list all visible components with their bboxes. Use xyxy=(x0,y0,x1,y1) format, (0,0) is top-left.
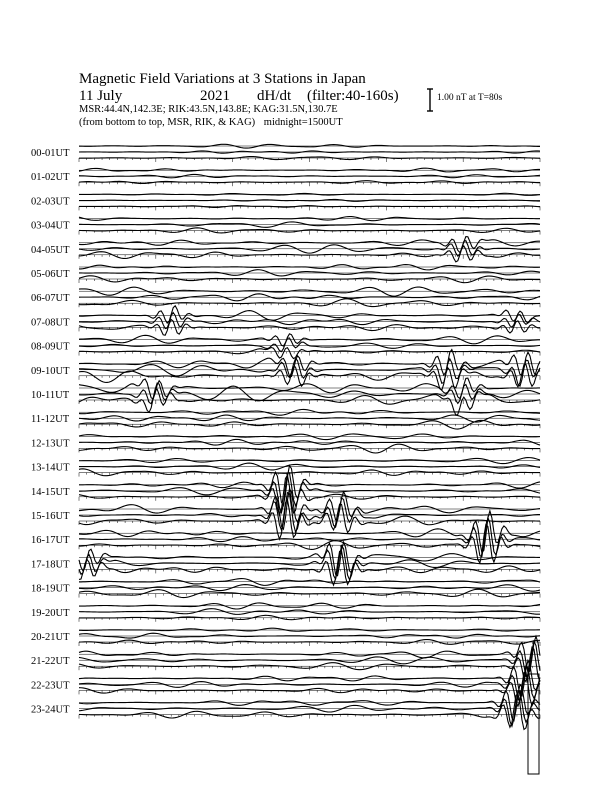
row-label: 15-16UT xyxy=(31,511,70,522)
trace-row xyxy=(79,193,540,210)
row-label: 18-19UT xyxy=(31,583,70,595)
trace-row xyxy=(79,628,540,646)
row-label: 06-07UT xyxy=(31,293,70,305)
trace-row xyxy=(79,378,540,415)
row-label: 12-13UT xyxy=(31,438,70,450)
trace-kag xyxy=(79,579,540,586)
trace-rik xyxy=(79,666,540,702)
trace-rik xyxy=(79,641,540,677)
scale-bar xyxy=(427,89,433,111)
trace-row xyxy=(79,409,540,429)
row-label: 21-22UT xyxy=(31,656,70,668)
row-label: 09-10UT xyxy=(31,365,70,377)
row-label: 10-11UT xyxy=(31,390,70,401)
trace-row xyxy=(79,579,540,598)
stations-line: MSR:44.4N,142.3E; RIK:43.5N,143.8E; KAG:31.5N,130.7E xyxy=(79,104,338,115)
trace-rik xyxy=(79,546,540,580)
trace-rik xyxy=(79,609,540,615)
row-label: 13-14UT xyxy=(31,462,70,474)
minute-ticks xyxy=(79,473,540,477)
minute-ticks xyxy=(79,715,540,719)
date-year: 2021 xyxy=(200,88,230,104)
row-label: 23-24UT xyxy=(31,704,70,716)
row-label: 05-06UT xyxy=(31,269,70,280)
row-label: 22-23UT xyxy=(31,680,70,692)
date-day: 11 July xyxy=(79,88,123,104)
row-label: 11-12UT xyxy=(31,414,70,426)
trace-row xyxy=(79,306,540,335)
trace-msr xyxy=(79,693,540,729)
trace-row xyxy=(79,511,540,563)
trace-kag xyxy=(79,306,540,323)
trace-kag xyxy=(79,237,540,253)
minute-ticks xyxy=(79,642,540,646)
trace-row xyxy=(79,168,540,186)
trace-row xyxy=(79,434,540,453)
filter-label: (filter:40-160s) xyxy=(307,88,399,104)
trace-row xyxy=(79,265,540,283)
row-label: 08-09UT xyxy=(31,341,70,353)
row-label: 01-02UT xyxy=(31,172,70,184)
trace-kag xyxy=(79,378,540,399)
trace-row xyxy=(79,334,540,359)
trace-rik xyxy=(79,463,540,470)
row-label: 04-05UT xyxy=(31,244,70,256)
row-label: 07-08UT xyxy=(31,317,70,329)
trace-kag xyxy=(79,628,540,631)
trace-row xyxy=(79,603,540,622)
trace-rik xyxy=(79,199,540,201)
row-label: 17-18UT xyxy=(31,559,70,571)
row-label: 19-20UT xyxy=(31,607,70,619)
minute-ticks xyxy=(79,545,540,549)
trace-rik xyxy=(79,633,540,638)
trace-row xyxy=(79,287,540,307)
row-labels xyxy=(31,148,70,716)
minute-ticks xyxy=(79,327,540,331)
row-label: 20-21UT xyxy=(31,632,70,643)
trace-rows xyxy=(79,144,540,729)
trace-kag xyxy=(79,265,540,270)
scale-bar-label: 1.00 nT at T=80s xyxy=(437,93,503,103)
chart-title: Magnetic Field Variations at 3 Stations in Japan xyxy=(79,71,366,87)
order-note: (from bottom to top, MSR, RIK, & KAG) xyxy=(79,117,256,128)
row-label: 03-04UT xyxy=(31,220,70,232)
trace-rik xyxy=(79,415,540,422)
trace-kag xyxy=(79,287,540,296)
trace-row xyxy=(79,458,540,477)
trace-row xyxy=(79,237,540,262)
trace-row xyxy=(79,144,540,162)
minute-ticks xyxy=(79,618,540,622)
trace-rik xyxy=(79,473,540,513)
row-label: 16-17UT xyxy=(31,535,70,547)
row-label: 14-15UT xyxy=(31,486,70,498)
row-label: 02-03UT xyxy=(31,196,70,208)
row-label: 00-01UT xyxy=(31,148,70,159)
trace-kag xyxy=(79,334,540,346)
trace-rik xyxy=(79,222,540,227)
trace-kag xyxy=(79,434,540,440)
quantity-label: dH/dt xyxy=(257,88,292,104)
midnight-note: midnight=1500UT xyxy=(263,117,343,128)
trace-row xyxy=(79,217,540,235)
